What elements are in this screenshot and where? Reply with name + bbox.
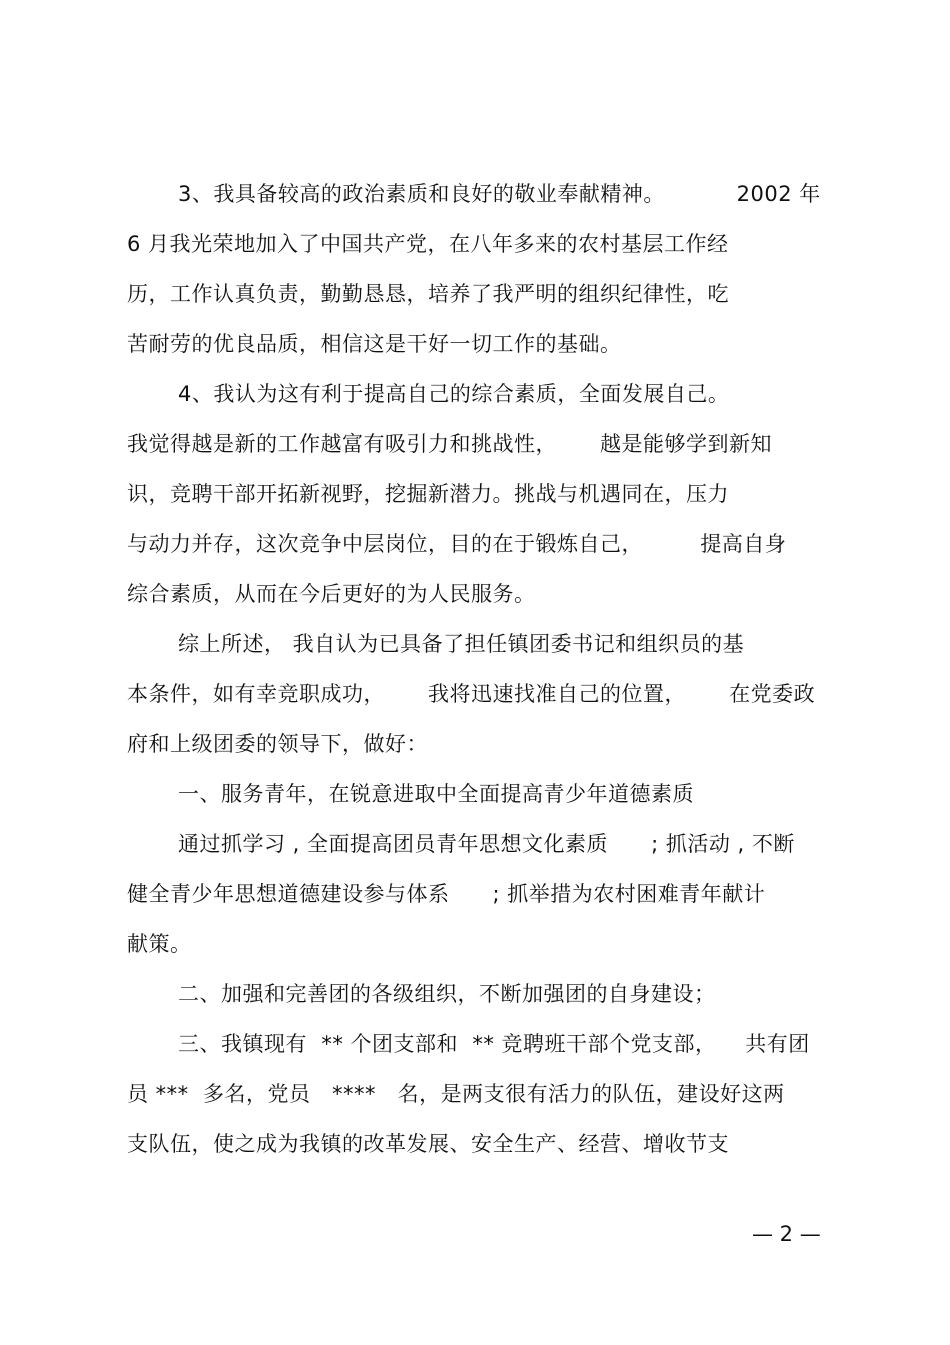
text-line: 本条件，如有幸竞职成功， 我将迅速找准自己的位置， 在党委政 [127,682,816,706]
text-line: 综合素质，从而在今后更好的为人民服务。 [127,582,536,606]
text-line: 三、我镇现有 ** 个团支部和 ** 竞聘班干部个党支部， 共有团 [178,1032,810,1056]
text-line: 苦耐劳的优良品质，相信这是干好一切工作的基础。 [127,332,622,356]
text-line: 我觉得越是新的工作越富有吸引力和挑战性， 越是能够学到新知 [127,432,773,456]
text-line: 府和上级团委的领导下，做好： [127,732,428,756]
text-line: 3、我具备较高的政治素质和良好的敬业奉献精神。 2002 年 [178,182,821,206]
text-line: 4、我认为这有利于提高自己的综合素质，全面发展自己。 [178,382,730,406]
text-line: 通过抓学习 , 全面提高团员青年思想文化素质 ; 抓活动 , 不断 [178,832,795,856]
text-line: 员 *** 多名，党员 **** 名，是两支很有活力的队伍，建设好这两 [127,1082,785,1106]
text-line: 与动力并存，这次竞争中层岗位，目的在于锻炼自己， 提高自身 [127,532,787,556]
text-line: 6 月我光荣地加入了中国共产党，在八年多来的农村基层工作经 [127,232,729,256]
text-line: 献策。 [127,932,192,956]
text-line: 支队伍，使之成为我镇的改革发展、安全生产、经营、增收节支 [127,1132,729,1156]
text-line: 综上所述， 我自认为已具备了担任镇团委书记和组织员的基 [178,632,745,656]
text-line: 历，工作认真负责，勤勤恳恳，培养了我严明的组织纪律性，吃 [127,282,729,306]
text-line: 二、加强和完善团的各级组织，不断加强团的自身建设； [178,982,716,1006]
page-number: — 2 — [752,1222,821,1246]
text-line: 健全青少年思想道德建设参与体系 ; 抓举措为农村困难青年献计 [127,882,766,906]
text-line: 一、服务青年，在锐意进取中全面提高青少年道德素质 [178,782,694,806]
text-line: 识，竞聘干部开拓新视野，挖掘新潜力。挑战与机遇同在，压力 [127,482,729,506]
